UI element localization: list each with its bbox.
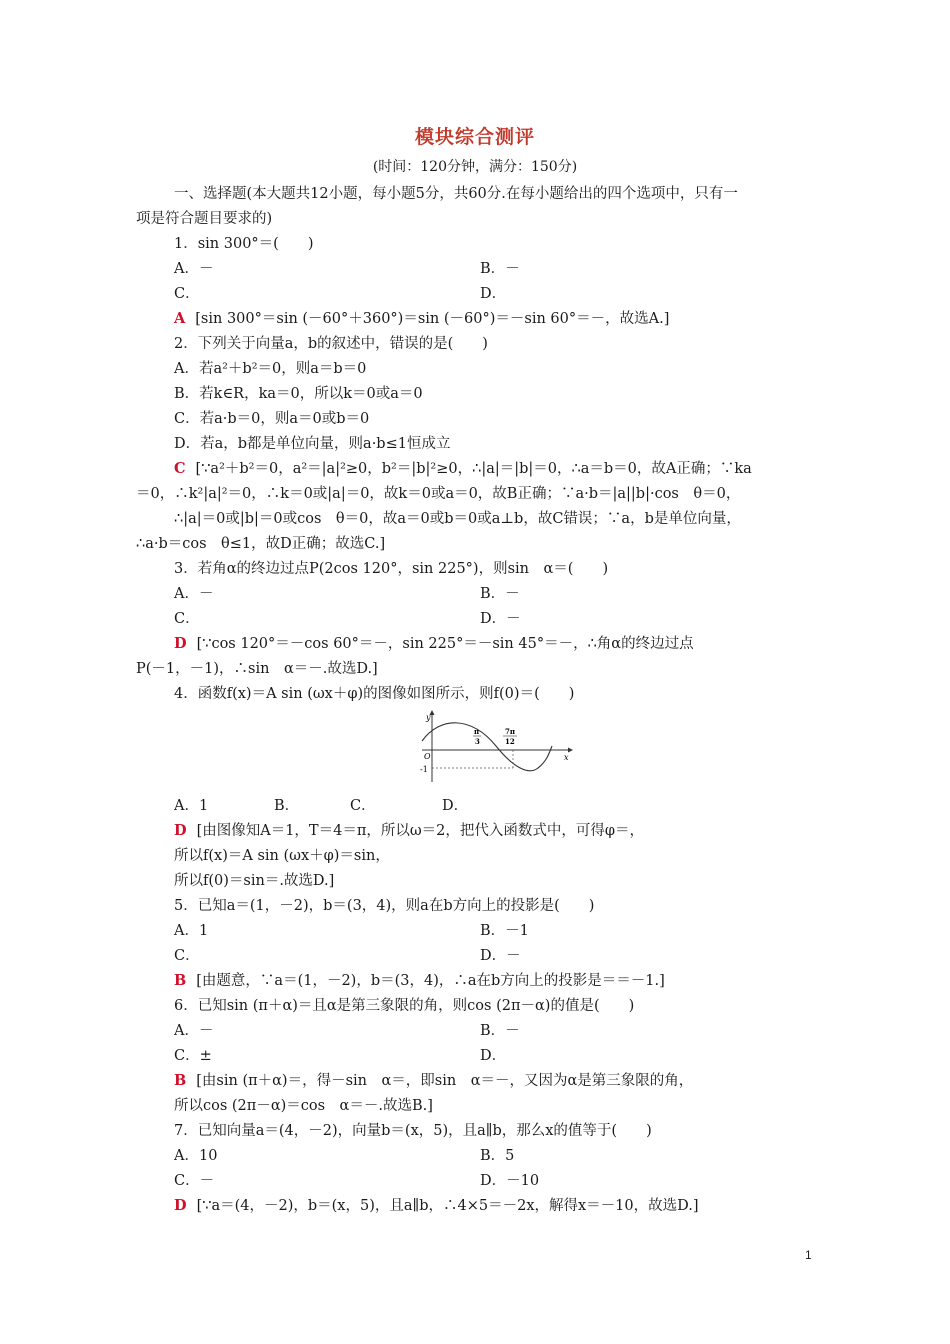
q1-option-d: D． (480, 286, 507, 302)
origin-label: O (424, 752, 431, 761)
sine-curve (422, 723, 552, 771)
q1-answer (174, 309, 669, 329)
q5-option-c: C． (174, 948, 200, 964)
q3-answer (174, 634, 694, 654)
q6-option-c: C．± (174, 1048, 212, 1064)
q3-option-a: A．－ (174, 586, 214, 602)
q1-explanation: [sin 300°＝sin (－60°＋360°)＝sin (－60°)＝－sin 60°＝－，故选A.] (195, 311, 670, 327)
q3-explanation-2: P(－1，－1)，∴sin α＝－.故选D.] (136, 661, 378, 677)
q1-stem: 1．sin 300°＝( ) (174, 236, 314, 252)
x-axis-arrow (568, 748, 573, 753)
q4-option-a: A．1 (174, 798, 209, 814)
q7-option-a: A．10 (174, 1148, 218, 1164)
q4-answer (174, 821, 644, 841)
q4-option-c: C． (350, 798, 376, 814)
exam-info: (时间：120分钟，满分：150分) (372, 159, 578, 175)
q7-option-d: D．－10 (480, 1173, 540, 1189)
sine-graph-figure (418, 708, 574, 784)
q5-answer (174, 971, 665, 991)
q3-option-d: D．－ (480, 611, 521, 627)
section-heading: 一、选择题(本大题共12小题，每小题5分，共60分.在每小题给出的四个选项中，只有一 (174, 186, 738, 202)
tick-7pi-12-num: 7π (505, 727, 515, 736)
q6-stem: 6．已知sin (π＋α)＝且α是第三象限的角，则cos (2π－α)的值是( ) (174, 998, 635, 1014)
q6-option-d: D． (480, 1048, 507, 1064)
q1-option-b: B．－ (480, 261, 520, 277)
q1-option-c: C． (174, 286, 200, 302)
neg-one-label: -1 (420, 765, 428, 774)
q7-option-b: B．5 (480, 1148, 515, 1164)
q6-option-a: A．－ (174, 1023, 214, 1039)
page-title: 模块综合测评 (414, 126, 535, 148)
q3-option-b: B．－ (480, 586, 520, 602)
q4-option-d: D． (442, 798, 469, 814)
section-heading-cont: 项是符合题目要求的) (136, 211, 273, 227)
q5-explanation: [由题意，∵a＝(1，－2)，b＝(3，4)，∴a在b方向上的投影是＝＝－1.] (196, 973, 665, 989)
q2-explanation-2: ＝0，∴k²|a|²＝0，∴k＝0或|a|＝0，故k＝0或a＝0，故B正确；∵a·b＝|a||b|·cos θ＝0， (136, 486, 741, 502)
tick-7pi-12-den: 12 (505, 737, 515, 746)
answer-letter: A (174, 310, 186, 327)
q4-stem: 4．函数f(x)＝A sin (ωx＋φ)的图像如图所示，则f(0)＝( ) (174, 686, 575, 702)
q7-answer (174, 1196, 699, 1216)
tick-pi-3-num: π (474, 727, 480, 736)
answer-letter: D (174, 1197, 187, 1214)
answer-letter: B (174, 1072, 187, 1089)
q6-answer (174, 1071, 693, 1091)
q6-explanation-1: [由sin (π＋α)＝，得－sin α＝，即sin α＝－，又因为α是第三象限的角， (196, 1073, 694, 1089)
q3-stem: 3．若角α的终边过点P(2cos 120°，sin 225°)，则sin α＝( ) (174, 561, 609, 577)
q2-explanation-4: ∴a·b＝cos θ≤1，故D正确；故选C.] (136, 536, 386, 552)
q2-option-a: A．若a²＋b²＝0，则a＝b＝0 (174, 361, 367, 377)
answer-letter: C (174, 460, 186, 477)
q5-option-a: A．1 (174, 923, 209, 939)
q7-option-c: C．－ (174, 1173, 215, 1189)
tick-pi-3-den: 3 (475, 737, 480, 746)
q3-explanation-1: [∵cos 120°＝－cos 60°＝－，sin 225°＝－sin 45°＝－，∴角α的终边过点 (196, 636, 694, 652)
page-number: 1 (805, 1248, 812, 1262)
q3-option-c: C． (174, 611, 200, 627)
q4-explanation-2: 所以f(x)＝A sin (ωx＋φ)＝sin， (174, 848, 390, 864)
q5-stem: 5．已知a＝(1，－2)，b＝(3，4)，则a在b方向上的投影是( ) (174, 898, 595, 914)
answer-letter: B (174, 972, 187, 989)
q2-explanation-1: [∵a²＋b²＝0，a²＝|a|²≥0，b²＝|b|²≥0，∴|a|＝|b|＝0，∴a＝b＝0，故A正确；∵ka (195, 461, 752, 477)
q5-option-b: B．－1 (480, 923, 529, 939)
q1-option-a: A．－ (174, 261, 214, 277)
q2-option-b: B．若k∈R，ka＝0，所以k＝0或a＝0 (174, 386, 423, 402)
q2-option-d: D．若a，b都是单位向量，则a·b≤1恒成立 (174, 436, 451, 452)
q2-option-c: C．若a·b＝0，则a＝0或b＝0 (174, 411, 370, 427)
q5-option-d: D．－ (480, 948, 521, 964)
y-axis-label: y (426, 713, 431, 722)
x-axis-label: x (564, 753, 569, 762)
q7-stem: 7．已知向量a＝(4，－2)，向量b＝(x，5)，且a∥b，那么x的值等于( ) (174, 1123, 652, 1139)
q4-explanation-1: [由图像知A＝1，T＝4＝π，所以ω＝2，把代入函数式中，可得φ＝， (196, 823, 645, 839)
q2-stem: 2．下列关于向量a，b的叙述中，错误的是( ) (174, 336, 488, 352)
answer-letter: D (174, 635, 187, 652)
q6-explanation-2: 所以cos (2π－α)＝cos α＝－.故选B.] (174, 1098, 433, 1114)
q7-explanation: [∵a＝(4，－2)，b＝(x，5)，且a∥b，∴4×5＝－2x，解得x＝－10，故选D.] (196, 1198, 699, 1214)
q6-option-b: B．－ (480, 1023, 520, 1039)
q2-explanation-3: ∴|a|＝0或|b|＝0或cos θ＝0，故a＝0或b＝0或a⊥b，故C错误；∵a，b是单位向量， (174, 511, 741, 527)
answer-letter: D (174, 822, 187, 839)
q2-answer (174, 459, 752, 479)
q4-explanation-3: 所以f(0)＝sin＝.故选D.] (174, 873, 335, 889)
q4-option-b: B． (274, 798, 300, 814)
